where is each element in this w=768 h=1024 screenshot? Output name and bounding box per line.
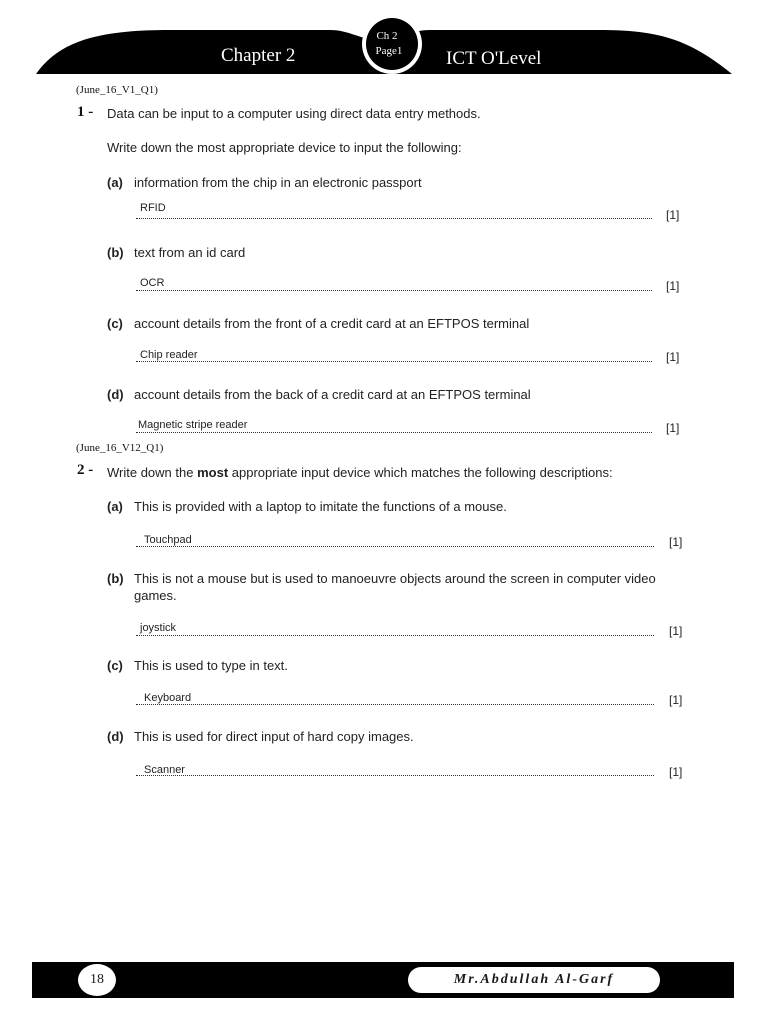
question-1-number: 1 - — [77, 104, 94, 120]
q1-part-b-answer: OCR — [140, 277, 165, 289]
page-number: 18 — [78, 964, 116, 996]
q2-part-a-label: (a) — [107, 499, 123, 514]
question-2-number: 2 - — [77, 462, 94, 478]
q1-part-c-label: (c) — [107, 316, 123, 331]
q2-part-b-answer-line — [136, 621, 654, 636]
q2-part-c-answer-line — [136, 690, 654, 705]
question-1-intro: Data can be input to a computer using direct data entry methods. — [107, 106, 481, 121]
q2-part-a-text: This is provided with a laptop to imitate the functions of a mouse. — [134, 499, 507, 514]
q2-part-b-answer: joystick — [140, 622, 177, 634]
q2-part-b-mark: [1] — [669, 624, 683, 638]
q2-part-d-text: This is used for direct input of hard copy images. — [134, 729, 414, 744]
chapter-badge-line1: Ch 2 — [376, 30, 398, 42]
q1-part-c-answer: Chip reader — [140, 349, 198, 361]
q2-part-a-answer: Touchpad — [144, 534, 192, 546]
q1-part-a-text: information from the chip in an electronic passport — [134, 175, 422, 190]
chapter-badge-line2: Page1 — [375, 45, 403, 57]
q2-part-b-text-line2: games. — [134, 588, 177, 603]
q1-part-c-answer-line — [136, 347, 652, 362]
chapter-title: Chapter 2 — [221, 45, 296, 66]
q2-part-b-label: (b) — [107, 571, 124, 586]
q2-part-c-mark: [1] — [669, 693, 683, 707]
q1-part-a-label: (a) — [107, 175, 123, 190]
q1-part-c-mark: [1] — [666, 350, 680, 364]
q1-part-b-answer-line — [136, 276, 652, 291]
q1-part-b-label: (b) — [107, 245, 124, 260]
q1-part-d-label: (d) — [107, 387, 124, 402]
q2-part-d-label: (d) — [107, 729, 124, 744]
q2-part-c-text: This is used to type in text. — [134, 658, 288, 673]
question-2-reference: (June_16_V12_Q1) — [76, 442, 164, 454]
question-1-reference: (June_16_V1_Q1) — [76, 84, 158, 96]
q2-part-c-label: (c) — [107, 658, 123, 673]
q2-part-d-answer-line — [136, 761, 654, 776]
q2-part-c-answer: Keyboard — [144, 692, 192, 704]
q2-part-d-answer: Scanner — [144, 764, 185, 776]
subject-title: ICT O'Level — [446, 48, 542, 69]
question-2-intro-start: Write down the — [107, 465, 198, 480]
q2-part-d-mark: [1] — [669, 765, 683, 779]
q1-part-a-answer: RFID — [140, 202, 166, 214]
question-2-intro-end: appropriate input device which matches the following descriptions: — [228, 465, 613, 480]
q1-part-d-answer: Magnetic stripe reader — [138, 419, 248, 431]
q1-part-a-answer-line — [136, 204, 652, 219]
q2-part-b-text-line1: This is not a mouse but is used to manoeuvre objects around the screen in computer video — [134, 571, 656, 586]
q1-part-d-text: account details from the back of a credit card at an EFTPOS terminal — [134, 387, 531, 402]
question-1-instruction: Write down the most appropriate device to input the following: — [107, 140, 462, 155]
q1-part-c-text: account details from the front of a credit card at an EFTPOS terminal — [134, 316, 530, 331]
q2-part-a-mark: [1] — [669, 535, 683, 549]
question-2-intro-emphasis: most — [197, 465, 229, 480]
q1-part-b-text: text from an id card — [134, 245, 246, 260]
q2-part-a-answer-line — [136, 532, 654, 547]
question-2-intro — [107, 465, 613, 480]
q1-part-a-mark: [1] — [666, 208, 680, 222]
q1-part-d-mark: [1] — [666, 421, 680, 435]
q1-part-b-mark: [1] — [666, 279, 680, 293]
author-name: Mr.Abdullah Al-Garf — [408, 967, 660, 993]
